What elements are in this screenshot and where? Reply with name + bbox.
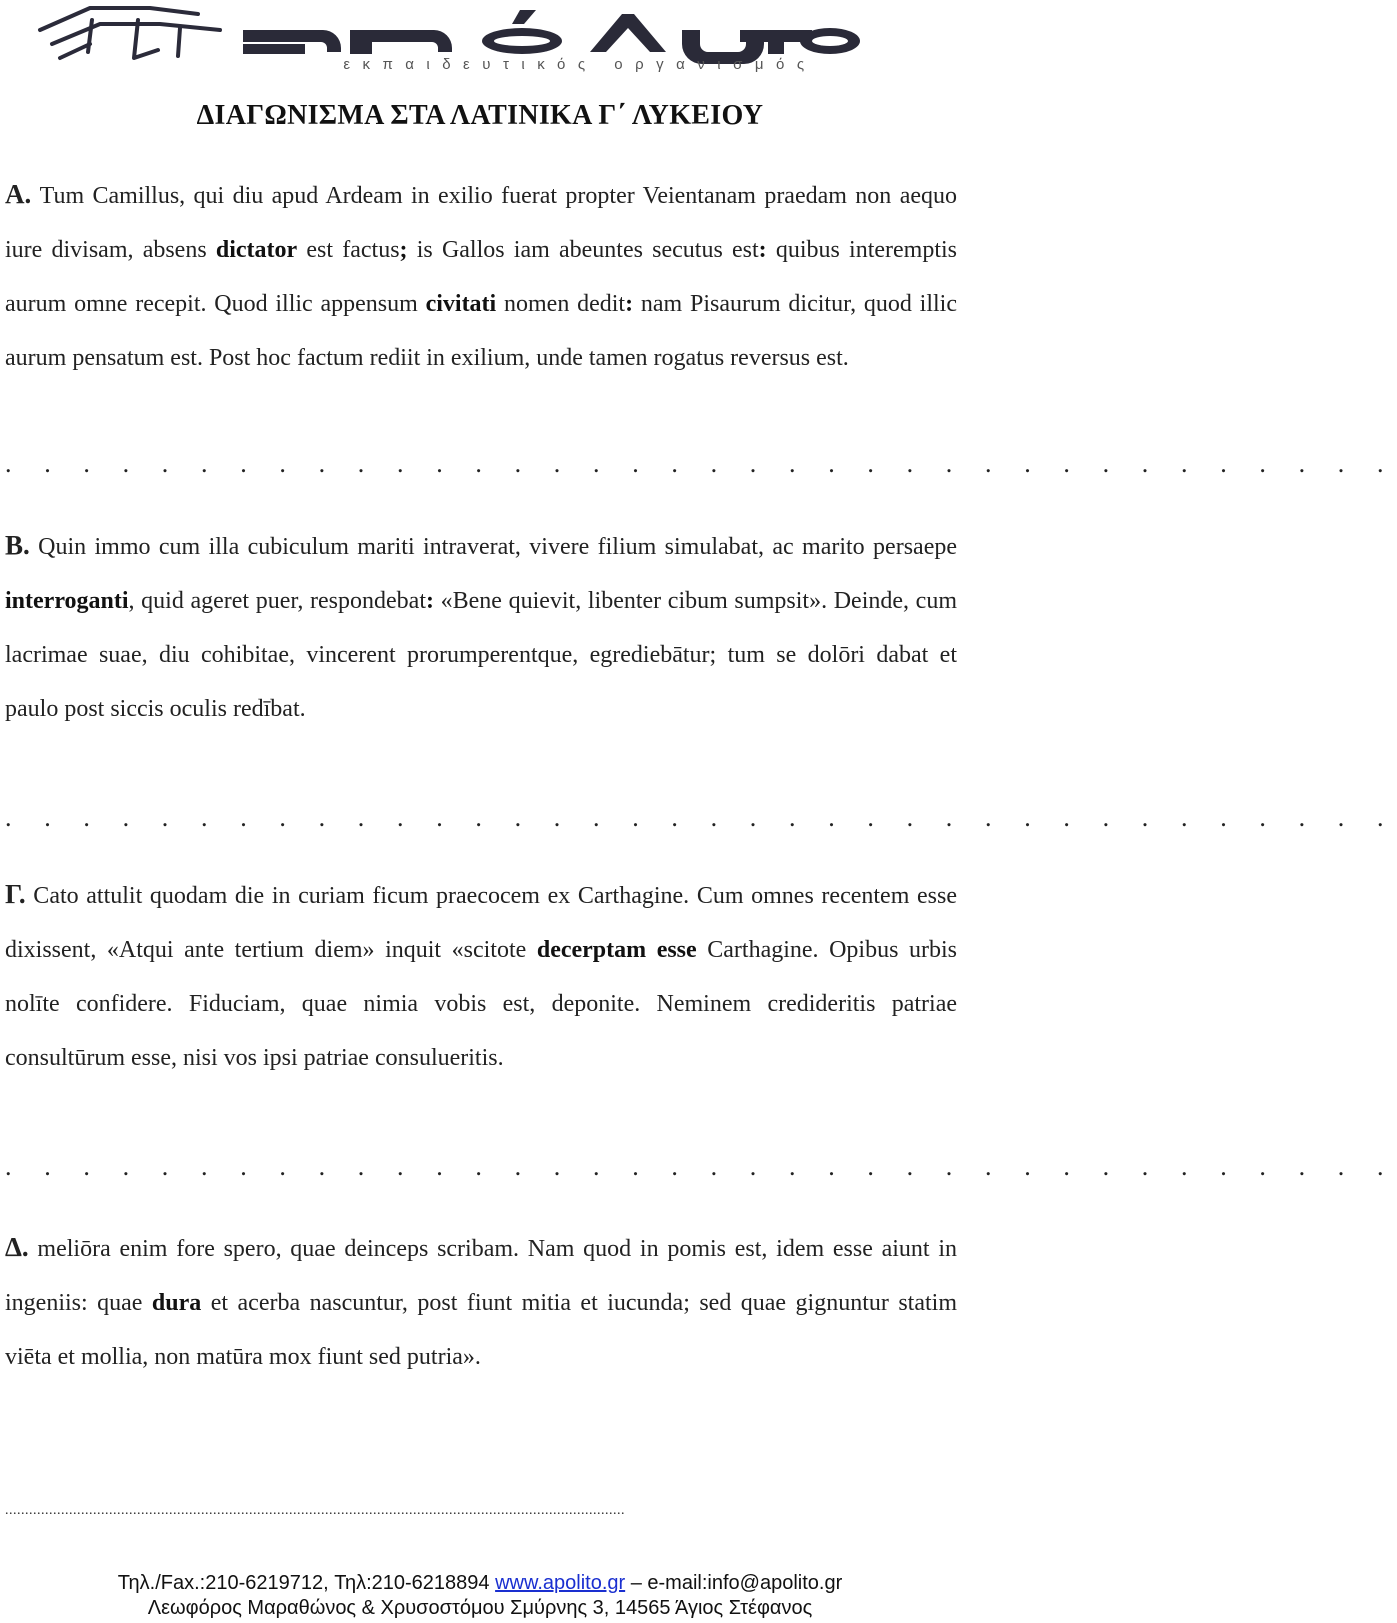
bold-term: decerptam esse	[536, 937, 697, 963]
footer-phones: Τηλ./Fax.:210-6219712, Τηλ:210-6218894	[117, 1572, 496, 1594]
text-run: Tum Camillus, qui diu apud Ardeam in exilio fuerat propter Veientanam praedam non aequo iure divisam, absens	[5, 183, 957, 263]
bold-term: :	[625, 291, 634, 317]
text-run: is Gallos iam abeuntes secutus est	[407, 237, 759, 263]
passage-g-label: Γ.	[5, 879, 26, 909]
bold-term: dura	[151, 1290, 202, 1316]
page-title: ΔΙΑΓΩΝΙΣΜΑ ΣΤΑ ΛΑΤΙΝΙΚΑ Γ΄ ΛΥΚΕΙΟΥ	[196, 100, 764, 131]
bold-term: :	[426, 588, 434, 614]
footer-email: – e-mail:info@apolito.gr	[625, 1572, 843, 1594]
passage-g	[5, 867, 957, 1085]
passage-b	[5, 518, 957, 736]
passage-d-label: Δ.	[5, 1232, 29, 1262]
text-run: Quin immo cum illa cubiculum mariti intraverat, vivere filium simulabat, ac marito persaepe	[29, 534, 957, 560]
bold-term: dictator	[215, 237, 298, 263]
passage-d-text	[5, 1220, 957, 1384]
text-run: et acerba nascuntur, post fiunt mitia et iucunda; sed quae gignuntur statim viēta et mollia, non matūra mox fiunt sed putria».	[5, 1290, 957, 1370]
text-run: «Bene quievit, libenter cibum sumpsit». Deinde, cum lacrimae suae, diu cohibitae, vincerent prorumperentque, egrediebātur; tum se dolōri dabat et paulo post siccis oculis redībat.	[5, 588, 957, 722]
text-run: meliōra enim fore spero, quae deinceps scribam. Nam quod in pomis est, idem esse aiunt in ingeniis: quae	[5, 1236, 957, 1316]
logo-tagline: εκπαιδευτικός οργανισμός	[343, 56, 817, 73]
text-run: nam Pisaurum dicitur, quod illic aurum pensatum est. Post hoc factum rediit in exilium, unde tamen rogatus reversus est.	[5, 291, 957, 371]
footer-contact	[0, 1572, 960, 1595]
text-run: est factus	[297, 237, 400, 263]
passage-d	[5, 1220, 957, 1384]
bold-term: ;	[399, 237, 408, 263]
passage-g-text	[5, 867, 957, 1085]
website-link[interactable]: www.apolito.gr	[495, 1572, 626, 1594]
text-run: Cato attulit quodam die in curiam ficum praecocem ex Carthagine. Cum omnes recentem esse dixissent, «Atqui ante tertium diem» inquit «scitote	[5, 883, 957, 963]
apolito-logo	[30, 0, 870, 82]
text-run: quibus interemptis aurum omne recepit. Quod illic appensum	[5, 237, 958, 317]
answer-line-b: . . . . . . . . . . . . . . . . . . . . . . . . . . . . . . . . . . . .	[5, 803, 1397, 832]
passage-a-label: Α.	[5, 179, 32, 209]
answer-line-g: . . . . . . . . . . . . . . . . . . . . . . . . . . . . . . . . . . . .	[5, 1152, 1397, 1181]
text-run: Carthagine. Opibus urbis nolīte confidere. Fiduciam, quae nimia vobis est, deponite. Neminem credideritis patriae consultūrum esse, nisi vos ipsi patriae consulueritis.	[5, 937, 957, 1071]
bold-term: :	[758, 237, 767, 263]
footer-address: Λεωφόρος Μαραθώνος & Χρυσοστόμου Σμύρνης 3, 14565 Άγιος Στέφανος	[147, 1597, 813, 1619]
text-run: nomen dedit	[496, 291, 626, 317]
passage-a-text	[5, 167, 957, 385]
passage-b-label: Β.	[5, 530, 30, 560]
passage-b-text	[5, 518, 957, 736]
bold-term: civitati	[425, 291, 497, 317]
bold-term: interroganti	[5, 588, 129, 614]
text-run: , quid ageret puer, respondebat	[128, 588, 426, 614]
answer-line-d: ...........................................................................................................................................................	[5, 1503, 625, 1518]
passage-a	[5, 167, 957, 385]
answer-line-a: . . . . . . . . . . . . . . . . . . . . . . . . . . . . . . . . . . . .	[5, 449, 1397, 478]
